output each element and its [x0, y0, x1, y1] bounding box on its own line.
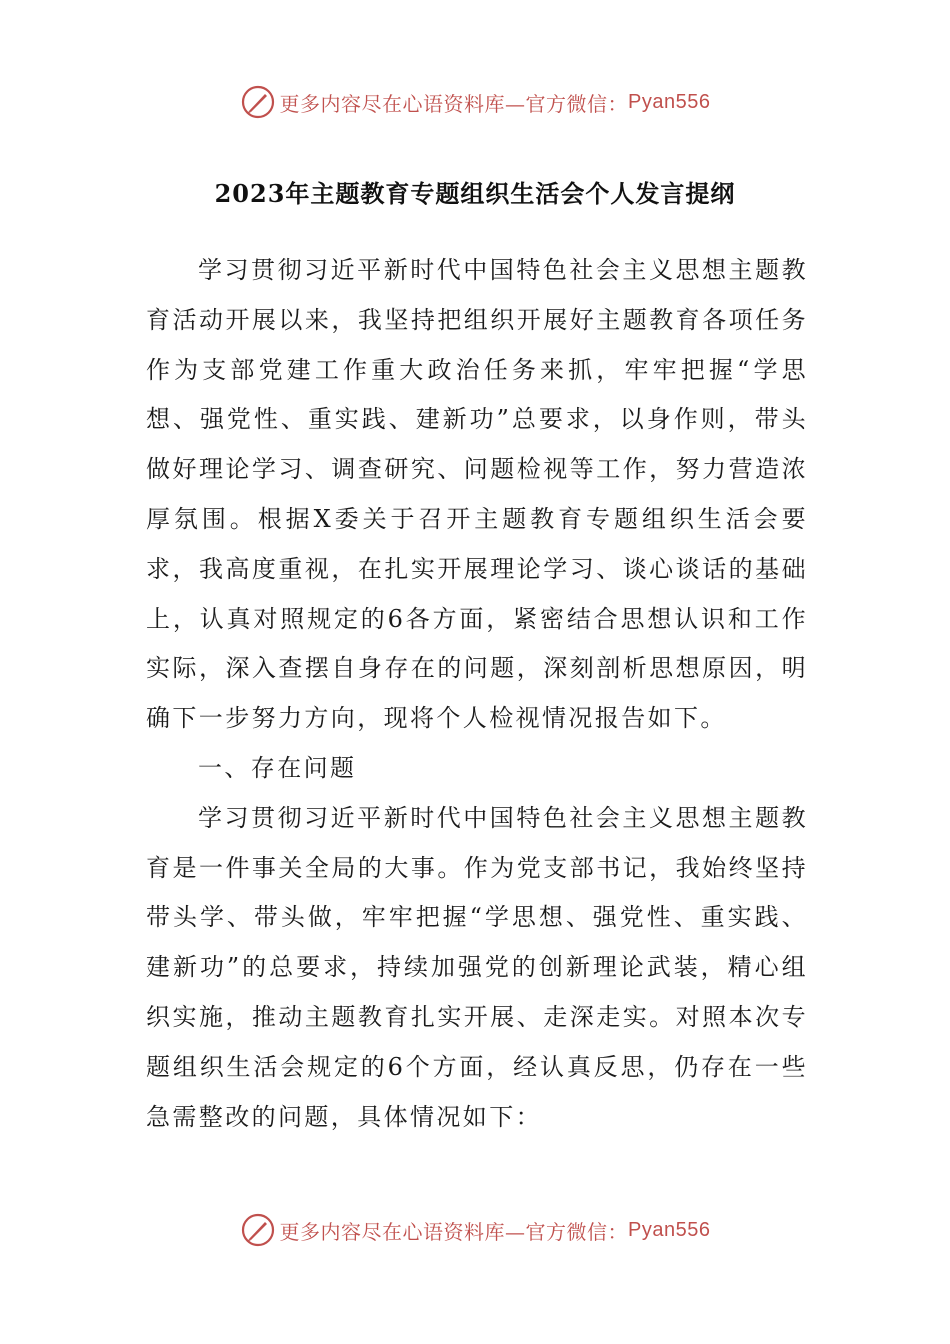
problems-paragraph: 学习贯彻习近平新时代中国特色社会主义思想主题教育是一件事关全局的大事。作为党支部书记，我始终坚持带头学、带头做，牢牢把握“学思想、强党性、重实践、建新功”的总要求，持续加强党的创新理论武装，精心组织实施，推动主题教育扎实开展、走深走实。对照本次专题组织生活会规定的6个方面，经认真反思，仍存在一些急需整改的问题，具体情况如下： — [146, 803, 808, 1131]
banner-contact: Pyan556 — [628, 1218, 711, 1241]
intro-paragraph: 学习贯彻习近平新时代中国特色社会主义思想主题教育活动开展以来，我坚持把组织开展好主题教育各项任务作为支部党建工作重大政治任务来抓，牢牢把握“学思想、强党性、重实践、建新功”总要求，以身作则，带头做好理论学习、调查研究、问题检视等工作，努力营造浓厚氛围。根据X委关于召开主题教育专题组织生活会要求，我高度重视，在扎实开展理论学习、谈心谈话的基础上，认真对照规定的6各方面，紧密结合思想认识和工作实际，深入查摆自身存在的问题，深刻剖析思想原因，明确下一步努力方向，现将个人检视情况报告如下。 — [146, 256, 808, 733]
header-banner — [0, 82, 950, 122]
section-heading: 一、存在问题 — [198, 753, 357, 782]
document-title: 2023年主题教育专题组织生活会个人发言提纲 — [214, 179, 736, 208]
banner-text: 更多内容尽在心语资料库—官方微信： — [279, 91, 629, 116]
banner-text: 更多内容尽在心语资料库—官方微信： — [279, 1219, 629, 1244]
footer-banner — [0, 1210, 950, 1250]
quill-logo-icon — [240, 1212, 276, 1248]
quill-logo-icon — [240, 84, 276, 120]
banner-contact: Pyan556 — [628, 90, 711, 113]
document-body — [146, 246, 808, 1142]
